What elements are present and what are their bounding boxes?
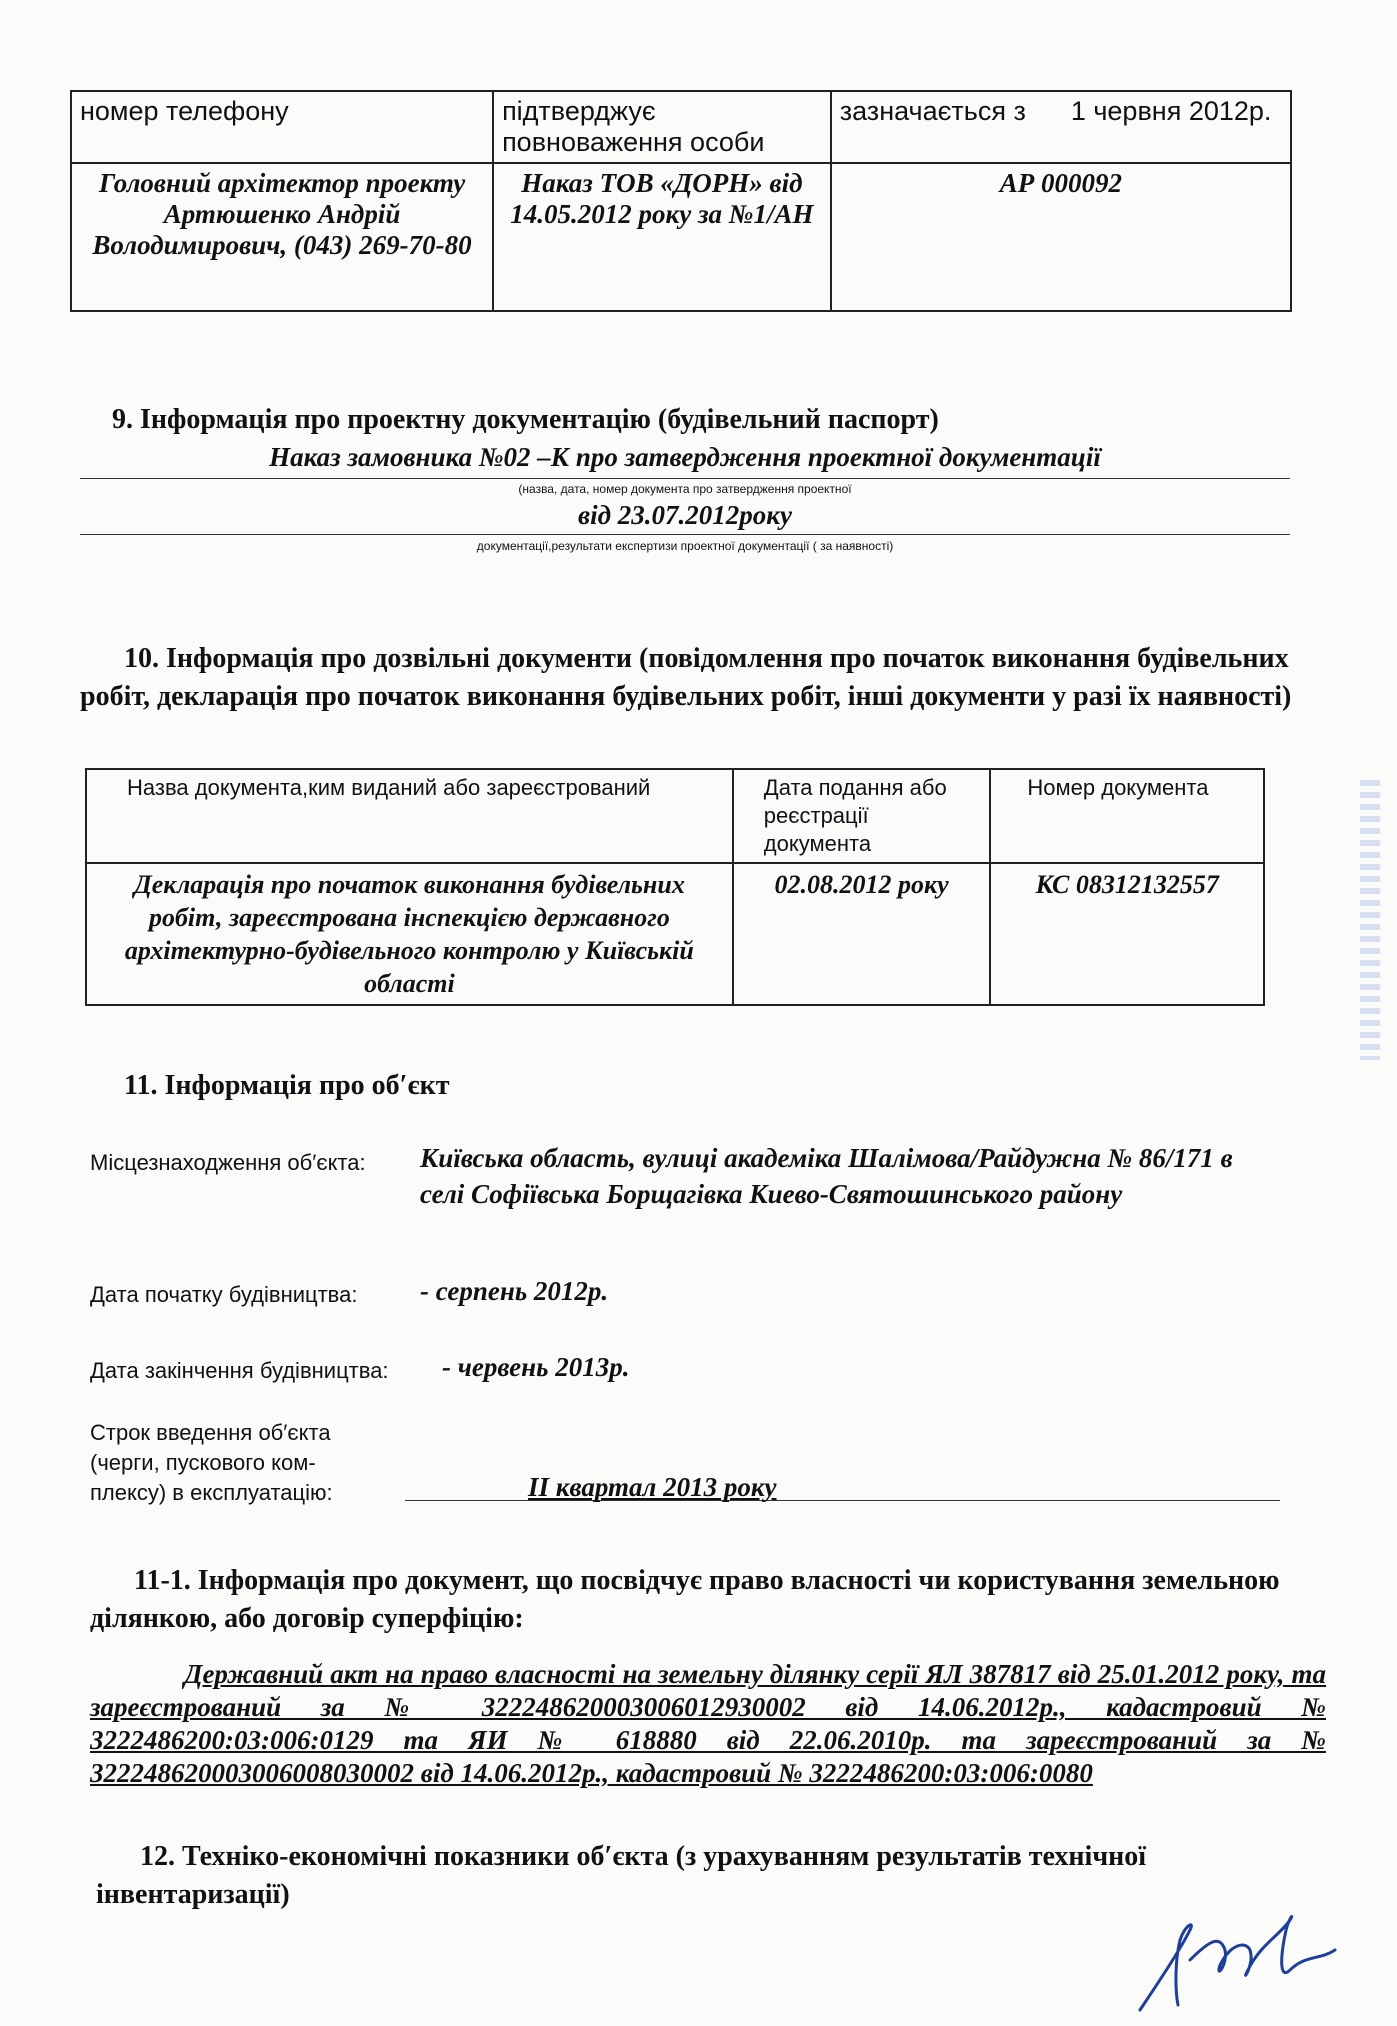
table-cell: Головний архітектор проекту Артюшенко Андрій Володимирович, (043) 269-70-80 bbox=[71, 163, 493, 311]
table-header-cell: номер телефону bbox=[71, 91, 493, 163]
section-9-title: 9. Інформація про проектну документацію (будівельний паспорт) bbox=[112, 404, 939, 435]
section-11-title: 11. Інформація про об′єкт bbox=[124, 1070, 450, 1101]
permit-documents-table bbox=[85, 768, 1265, 1006]
section-10-title: 10. Інформація про дозвільні документи (повідомлення про початок виконання будівельних робіт, декларація про початок виконання будівельних робіт, інші документи у разі їх наявності) bbox=[80, 643, 1292, 712]
commissioning-term-value: II квартал 2013 року bbox=[528, 1472, 777, 1502]
authorized-person-table bbox=[70, 90, 1292, 312]
end-date-value: - червень 2013р. bbox=[442, 1352, 630, 1382]
section-11-1-title: 11-1. Інформація про документ, що посвідчує право власності чи користування земельною ділянкою, або договір суперфіцію: bbox=[90, 1565, 1280, 1634]
project-doc-line-1: Наказ замовника №02 –К про затвердження проектної документації bbox=[269, 442, 1101, 472]
section-12-title: 12. Техніко-економічні показники об′єкта (з урахуванням результатів технічної інвентаризації) bbox=[96, 1841, 1147, 1910]
table-header-row bbox=[71, 91, 1291, 163]
table-header-cell: підтверджує повноваження особи bbox=[493, 91, 831, 163]
project-doc-line-2: від 23.07.2012року bbox=[578, 500, 792, 530]
commissioning-term-label: Строк введення об′єкта (черги, пускового ком-плексу) в експлуатацію: bbox=[90, 1420, 333, 1505]
table-header-cell: зазначається з 1 червня 2012р. bbox=[831, 91, 1291, 163]
start-date-label: Дата початку будівництва: bbox=[90, 1282, 358, 1307]
table-cell: АР 000092 bbox=[831, 163, 1291, 311]
caption-2: документації,результати експертизи проектної документації ( за наявності) bbox=[476, 539, 894, 553]
table-row bbox=[86, 863, 1264, 1005]
table-header-cell: Назва документа,ким виданий або зареєстрований bbox=[86, 769, 733, 863]
table-cell: Наказ ТОВ «ДОРН» від 14.05.2012 року за №1/АН bbox=[493, 163, 831, 311]
divider bbox=[80, 478, 1290, 479]
stamp-edge bbox=[1360, 780, 1380, 1060]
caption-1: (назва, дата, номер документа про затвердження проектної bbox=[518, 482, 852, 496]
table-cell: КС 08312132557 bbox=[990, 863, 1264, 1005]
table-row bbox=[71, 163, 1291, 311]
table-cell: 02.08.2012 року bbox=[733, 863, 991, 1005]
table-header-row bbox=[86, 769, 1264, 863]
end-date-label: Дата закінчення будівництва: bbox=[90, 1358, 389, 1383]
divider bbox=[80, 534, 1290, 535]
location-value bbox=[420, 1140, 1320, 1212]
location-text: Київська область, вулиці академіка Шалімова/Райдужна № 86/171 в селі Софіївська Борщагівка Киево-Святошинського району bbox=[420, 1143, 1233, 1209]
start-date-value: - серпень 2012р. bbox=[420, 1276, 609, 1306]
location-label: Місцезнаходження об′єкта: bbox=[90, 1150, 366, 1175]
table-header-cell: Номер документа bbox=[990, 769, 1264, 863]
signature-mark bbox=[1120, 1910, 1360, 2020]
table-header-cell: Дата подання або реєстрації документа bbox=[733, 769, 991, 863]
land-ownership-text: Державний акт на право власності на земельну ділянку серії ЯЛ 387817 від 25.01.2012 року, та зареєстрований за № 322248620003006012930002 від 14.06.2012р., кадастровий № 3222486200:03:006:0129 та ЯИ № 618880 від 22.06.2010р. та зареєстрований за № 322248620003006008030002 від 14.06.2012р., кадастровий № 3222486200:03:006:0080 bbox=[90, 1659, 1326, 1788]
table-cell: Декларація про початок виконання будівельних робіт, зареєстрована інспекцією державного архітектурно-будівельного контролю у Київській області bbox=[86, 863, 733, 1005]
